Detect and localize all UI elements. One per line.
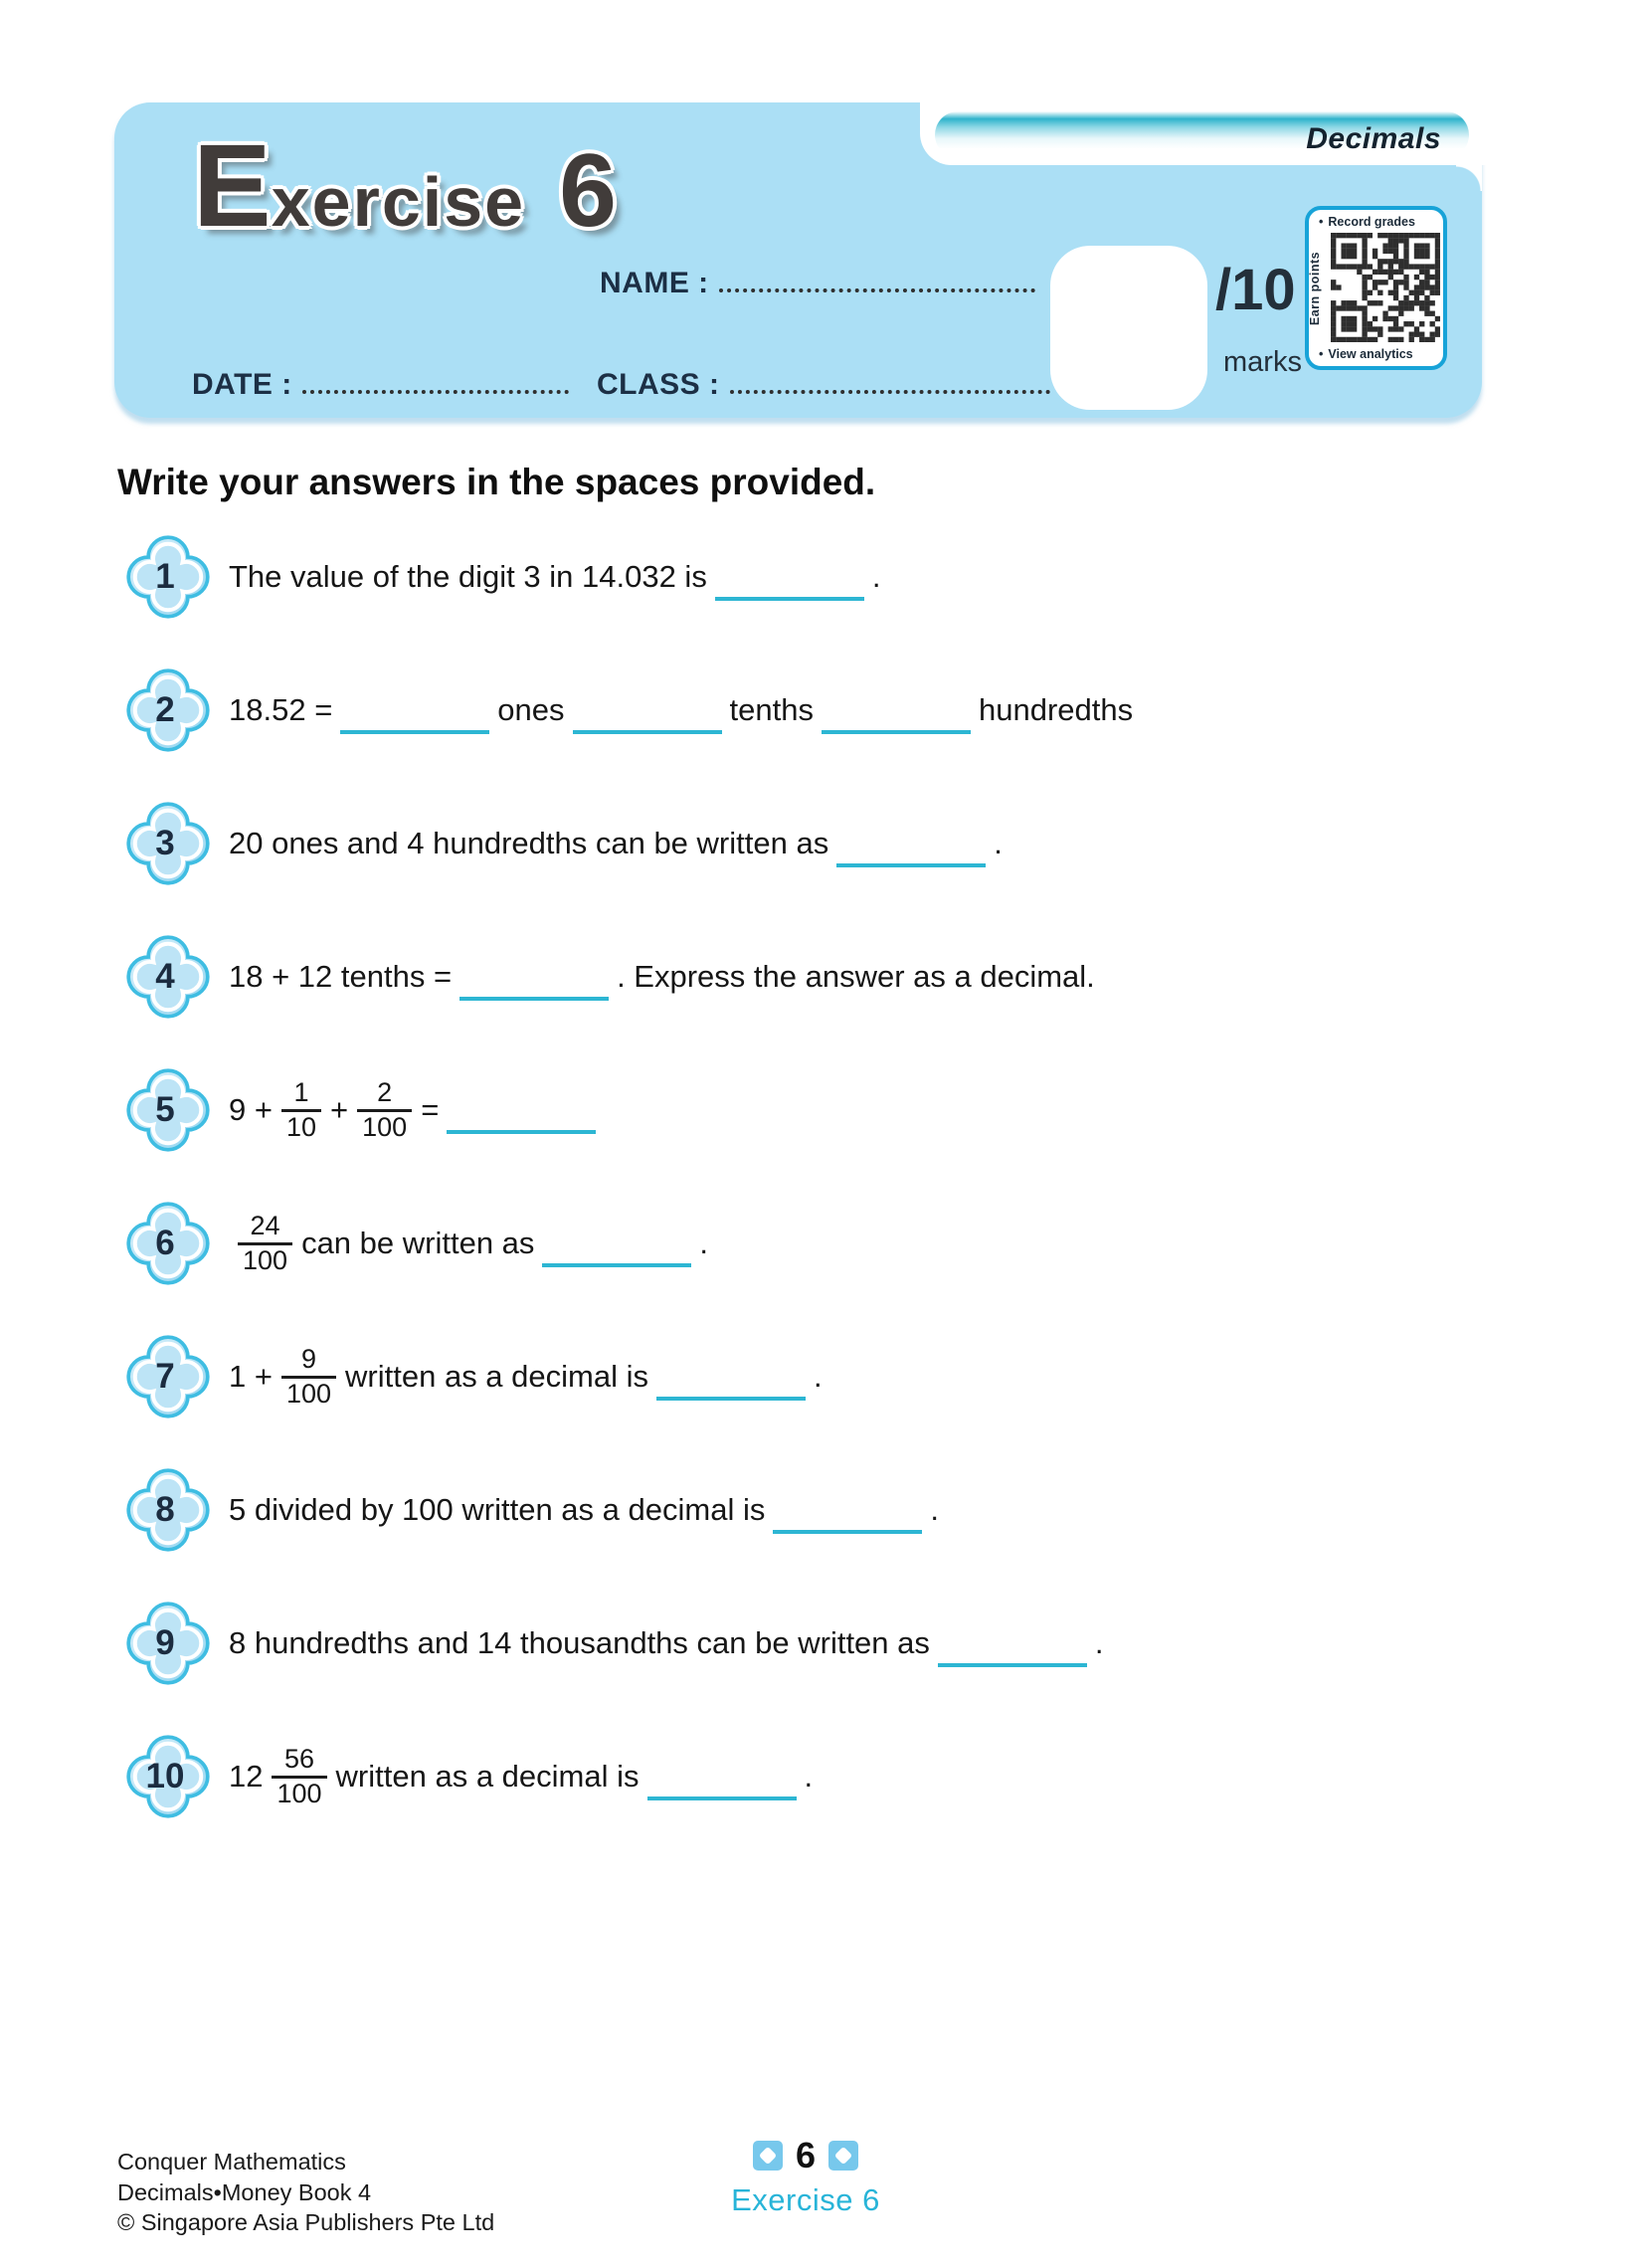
question-text-segment: hundredths	[978, 692, 1134, 727]
question-number-badge	[119, 1728, 217, 1825]
question-number-badge	[119, 662, 217, 759]
footer-exercise-label: Exercise 6	[731, 2182, 880, 2217]
question-text-segment: 9 +	[229, 1092, 273, 1127]
question-text	[229, 1211, 708, 1275]
fraction-numerator: 9	[300, 1344, 317, 1375]
qr-code	[1331, 233, 1440, 342]
question-number-badge	[119, 928, 217, 1026]
question-text	[229, 1077, 604, 1142]
fraction-denominator: 100	[272, 1776, 326, 1809]
question-text-segment: .	[994, 826, 1003, 860]
question-row	[119, 777, 1532, 910]
page-number: 6	[795, 2135, 817, 2175]
answer-blank[interactable]	[938, 1619, 1087, 1667]
chapter-tab-label: Decimals	[1306, 121, 1441, 155]
question-row	[119, 1177, 1532, 1310]
question-text-segment: The value of the digit 3 in 14.032 is	[229, 559, 707, 594]
answer-blank[interactable]	[715, 553, 864, 601]
question-text-segment: .	[804, 1759, 814, 1794]
class-label: CLASS :	[597, 368, 720, 401]
question-number: 3	[155, 824, 175, 862]
question-text	[229, 553, 880, 601]
question-row	[119, 1577, 1532, 1710]
fraction-numerator: 56	[283, 1744, 315, 1775]
question-text	[229, 820, 1003, 867]
question-row	[119, 644, 1532, 777]
imprint	[117, 2147, 494, 2238]
bullet-icon: •	[1319, 215, 1324, 229]
question-text-segment: =	[421, 1092, 440, 1127]
imprint-line: © Singapore Asia Publishers Pte Ltd	[117, 2209, 495, 2236]
imprint-line: Decimals•Money Book 4	[117, 2178, 372, 2205]
answer-blank[interactable]	[573, 686, 722, 734]
question-text-segment: .	[930, 1492, 939, 1527]
question-text-segment: .	[871, 559, 881, 594]
question-text-segment: 1 +	[229, 1359, 273, 1394]
instruction-text: Write your answers in the spaces provided.	[117, 462, 876, 502]
qr-panel	[1305, 206, 1447, 370]
questions	[119, 510, 1532, 1843]
page-ornament-icon	[828, 2141, 858, 2171]
qr-top-label: Record grades	[1328, 215, 1415, 229]
fraction-denominator: 100	[281, 1376, 336, 1410]
header-corner-patch	[1456, 165, 1482, 191]
question-number: 6	[155, 1224, 175, 1262]
answer-blank[interactable]	[340, 686, 489, 734]
question-text-segment: written as a decimal is	[335, 1759, 640, 1794]
bullet-icon: •	[1319, 347, 1324, 361]
question-text	[229, 953, 1095, 1001]
name-row	[600, 267, 1035, 300]
question-number-badge	[119, 1328, 217, 1425]
fraction	[281, 1077, 321, 1142]
marks-label: marks	[1223, 346, 1302, 378]
fraction-denominator: 10	[281, 1109, 321, 1143]
question-row	[119, 510, 1532, 644]
question-text	[229, 1619, 1104, 1667]
answer-blank[interactable]	[822, 686, 971, 734]
question-text-segment: written as a decimal is	[345, 1359, 648, 1394]
question-text-segment: 12	[229, 1759, 264, 1794]
question-number-badge	[119, 1461, 217, 1559]
question-number: 1	[155, 557, 175, 596]
answer-blank[interactable]	[656, 1353, 806, 1401]
fraction-numerator: 24	[250, 1211, 280, 1241]
page-title	[193, 120, 617, 252]
fraction-numerator: 1	[293, 1077, 309, 1108]
class-row	[597, 368, 1050, 402]
date-line[interactable]	[302, 374, 569, 394]
name-line[interactable]	[719, 273, 1035, 292]
question-number: 10	[145, 1757, 185, 1796]
class-line[interactable]	[730, 374, 1050, 394]
title-rest: xercise	[271, 163, 526, 241]
fraction-denominator: 100	[238, 1242, 292, 1276]
question-number-badge	[119, 528, 217, 626]
question-text-segment: 8 hundredths and 14 thousandths can be written as	[229, 1625, 930, 1660]
question-text	[229, 1744, 813, 1808]
question-text-segment: .	[813, 1359, 823, 1394]
name-label: NAME :	[600, 267, 709, 299]
question-text-segment: .	[699, 1226, 709, 1260]
page-ornament-icon	[753, 2141, 783, 2171]
title-initial: E	[193, 120, 272, 252]
question-text-segment: +	[330, 1092, 349, 1127]
fraction-numerator: 2	[377, 1077, 393, 1108]
question-row	[119, 1443, 1532, 1577]
question-number: 7	[155, 1357, 175, 1396]
question-number: 9	[155, 1623, 175, 1662]
question-number-badge	[119, 795, 217, 892]
fraction	[272, 1744, 326, 1808]
question-number-badge	[119, 1195, 217, 1292]
question-text-segment: . Express the answer as a decimal.	[617, 959, 1095, 994]
answer-blank[interactable]	[647, 1753, 797, 1800]
answer-blank[interactable]	[447, 1086, 596, 1134]
score-denominator: /10	[1215, 258, 1296, 322]
fraction	[238, 1211, 292, 1275]
answer-blank[interactable]	[542, 1220, 691, 1267]
question-row	[119, 1310, 1532, 1443]
chapter-tab	[935, 111, 1469, 158]
question-text-segment: 5 divided by 100 written as a decimal is	[229, 1492, 766, 1527]
question-text-segment: 18 + 12 tenths =	[229, 959, 453, 994]
question-text-segment: 18.52 =	[229, 692, 333, 727]
question-number-badge	[119, 1061, 217, 1159]
question-text-segment: can be written as	[301, 1226, 535, 1260]
qr-bottom-caption	[1319, 347, 1439, 361]
answer-blank[interactable]	[459, 953, 609, 1001]
question-number: 8	[155, 1490, 175, 1529]
answer-blank[interactable]	[836, 820, 986, 867]
fraction	[281, 1344, 336, 1409]
score-box[interactable]	[1050, 246, 1207, 410]
title-number: 6	[559, 133, 617, 249]
question-text	[229, 1344, 823, 1409]
question-number: 4	[155, 957, 175, 996]
qr-bottom-label: View analytics	[1328, 347, 1413, 361]
question-text-segment: ones	[497, 692, 565, 727]
question-text	[229, 1486, 939, 1534]
question-text-segment: 20 ones and 4 hundredths can be written as	[229, 826, 829, 860]
fraction-denominator: 100	[357, 1109, 412, 1143]
answer-blank[interactable]	[773, 1486, 922, 1534]
question-row	[119, 910, 1532, 1043]
question-text-segment: .	[1094, 1625, 1104, 1660]
question-number: 5	[155, 1090, 175, 1129]
page-indicator	[696, 2135, 915, 2176]
fraction	[357, 1077, 412, 1142]
question-number-badge	[119, 1595, 217, 1692]
question-row	[119, 1710, 1532, 1843]
question-text-segment: tenths	[729, 692, 814, 727]
question-text	[229, 686, 1133, 734]
date-label: DATE :	[192, 368, 292, 401]
qr-top-caption	[1319, 215, 1439, 229]
question-number: 2	[155, 690, 175, 729]
qr-side-label: Earn points	[1308, 251, 1322, 325]
date-row	[192, 368, 569, 402]
question-row	[119, 1043, 1532, 1177]
imprint-line: Conquer Mathematics	[117, 2149, 346, 2174]
